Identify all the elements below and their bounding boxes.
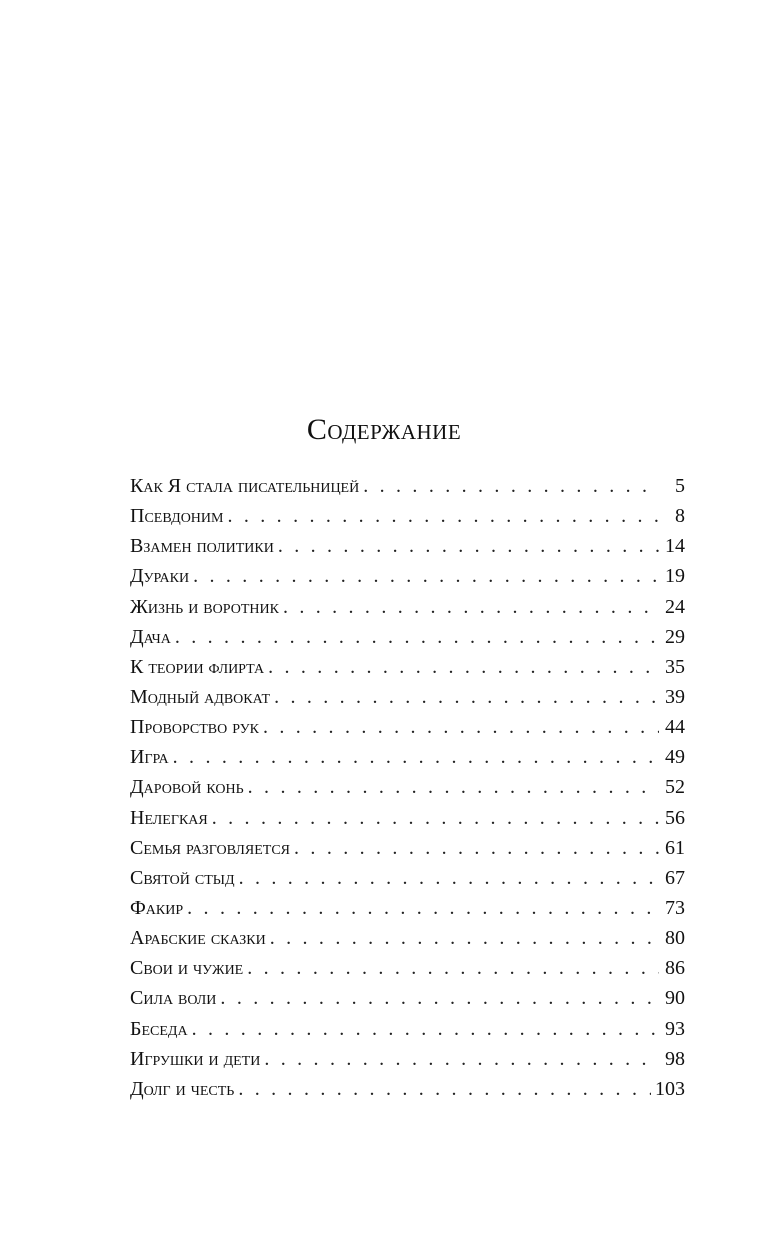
dot-leader [212,803,659,833]
dot-leader [363,471,659,501]
dot-leader [294,833,659,863]
dot-leader [268,652,659,682]
dot-leader [263,712,659,742]
toc-entry-title: Игрушки и дети [130,1047,261,1070]
toc-entry-page: 103 [655,1077,685,1100]
toc-entry-page: 19 [665,565,685,588]
toc-entry-page: 35 [665,655,685,678]
dot-leader [264,1044,659,1074]
toc-entry [130,983,685,1013]
toc-entry-page: 52 [665,776,685,799]
toc-entry-title: Арабские сказки [130,927,266,950]
toc-entry-page: 80 [665,927,685,950]
toc-title: Содержание [306,413,462,446]
dot-leader [247,953,659,983]
dot-leader [278,531,659,561]
toc-entry [130,1014,685,1044]
dot-leader [283,592,659,622]
toc-entry [130,923,685,953]
toc-entry-page: 39 [665,685,685,708]
toc-entry-title: Свои и чужие [130,957,244,980]
toc-entry-title: Сила воли [130,987,217,1010]
dot-leader [248,772,659,802]
toc-entry-title: Дураки [130,565,190,588]
toc-entry [130,531,685,561]
toc-entry [130,1044,685,1074]
dot-leader [227,501,659,531]
dot-leader [175,622,659,652]
toc-entry-page: 98 [665,1047,685,1070]
toc-entry [130,803,685,833]
toc-entry-title: Жизнь и воротник [130,595,279,618]
dot-leader [274,682,659,712]
toc-entry [130,652,685,682]
toc-entry-title: Взамен политики [130,535,274,558]
toc-entry-title: Даровой конь [130,776,244,799]
toc-entry-title: Долг и честь [130,1077,235,1100]
toc-entry-title: Модный адвокат [130,685,271,708]
toc-entry-title: Нелегкая [130,806,208,829]
toc-entry-page: 56 [665,806,685,829]
dot-leader [192,1014,659,1044]
toc-entry-page: 14 [665,535,685,558]
toc-entry [130,893,685,923]
toc-entry-page: 90 [665,987,685,1010]
toc-entry [130,953,685,983]
toc-entry-title: Игра [130,746,169,769]
toc-entry-title: Псевдоним [130,505,224,528]
toc-entry [130,622,685,652]
toc-entry-title: Семья разговляется [130,836,291,859]
toc-entry-page: 73 [665,896,685,919]
dot-leader [238,1074,651,1104]
dot-leader [270,923,659,953]
toc-entry-title: Дача [130,625,171,648]
toc-entry [130,1074,685,1104]
toc-entry-page: 5 [675,475,685,497]
toc-entry [130,863,685,893]
toc-entry-title: Как Я стала писательницей [130,475,360,497]
toc-entry-page: 86 [665,957,685,980]
toc-entry-page: 93 [665,1017,685,1040]
toc-entry [130,561,685,591]
toc-entry [130,592,685,622]
dot-leader [173,742,659,772]
toc-entry [130,712,685,742]
toc-entry [130,742,685,772]
toc-entry-title: К теории флирта [130,655,265,678]
toc-entry-title: Святой стыд [130,866,235,889]
dot-leader [239,863,659,893]
toc-entry-page: 24 [665,595,685,618]
toc-entry [130,772,685,802]
dot-leader [193,561,659,591]
toc-entry [130,471,685,501]
dot-leader [187,893,659,923]
toc-entry-title: Беседа [130,1017,188,1040]
toc-entry-page: 8 [675,505,685,528]
dot-leader [220,983,659,1013]
toc-entry-page: 29 [665,625,685,648]
toc-entry-title: Факир [130,896,184,919]
toc-list [130,471,685,1104]
toc-entry-page: 49 [665,746,685,769]
toc-entry [130,501,685,531]
toc-entry-page: 44 [665,716,685,739]
toc-entry [130,682,685,712]
toc-entry-page: 67 [665,866,685,889]
toc-entry [130,833,685,863]
toc-entry-title: Проворство рук [130,716,259,739]
toc-entry-page: 61 [665,836,685,859]
